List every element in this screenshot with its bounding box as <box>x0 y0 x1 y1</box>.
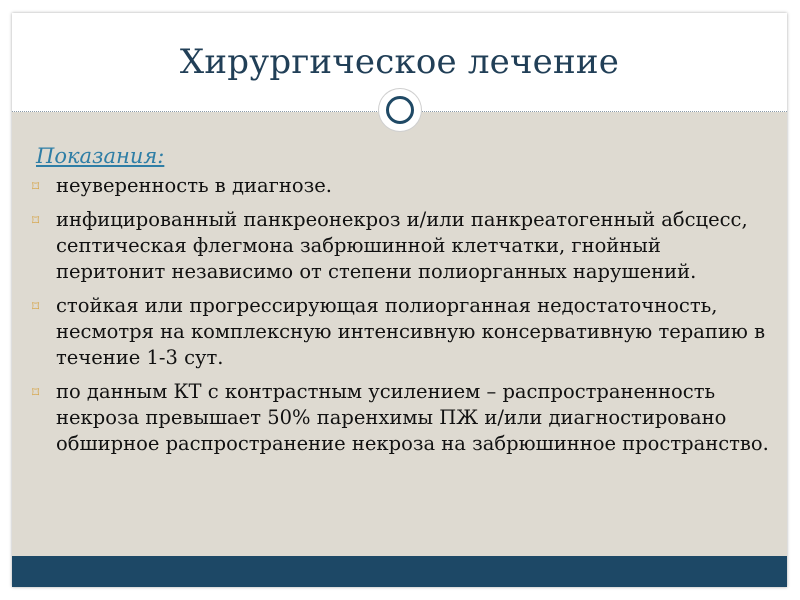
bullet-text: неуверенность в диагнозе. <box>56 174 332 197</box>
slide <box>12 13 787 587</box>
slide-title: Хирургическое лечение <box>179 42 620 82</box>
bullet-list <box>32 173 772 465</box>
square-bullet-icon: ⌑ <box>32 299 40 315</box>
square-bullet-icon: ⌑ <box>32 179 40 195</box>
list-item <box>32 379 772 457</box>
bullet-text: по данным КТ с контрастным усилением – распространенность некроза превышает 50% паренхимы ПЖ и/или диагностировано обширное распространение некроза на забрюшинное пространство. <box>56 380 769 455</box>
list-item <box>32 207 772 285</box>
bullet-text: стойкая или прогрессирующая полиорганная недостаточность, несмотря на комплексную интенсивную консервативную терапию в течение 1-3 сут. <box>56 294 766 369</box>
indications-heading: Показания: <box>36 144 165 168</box>
circle-ring-inner <box>386 96 414 124</box>
footer-bar <box>12 556 787 587</box>
square-bullet-icon: ⌑ <box>32 385 40 401</box>
square-bullet-icon: ⌑ <box>32 213 40 229</box>
circle-ring-icon <box>379 89 421 131</box>
list-item <box>32 173 772 199</box>
bullet-text: инфицированный панкреонекроз и/или панкреатогенный абсцесс, септическая флегмона забрюшинной клетчатки, гнойный перитонит независимо от степени полиорганных нарушений. <box>56 208 748 283</box>
list-item <box>32 293 772 371</box>
